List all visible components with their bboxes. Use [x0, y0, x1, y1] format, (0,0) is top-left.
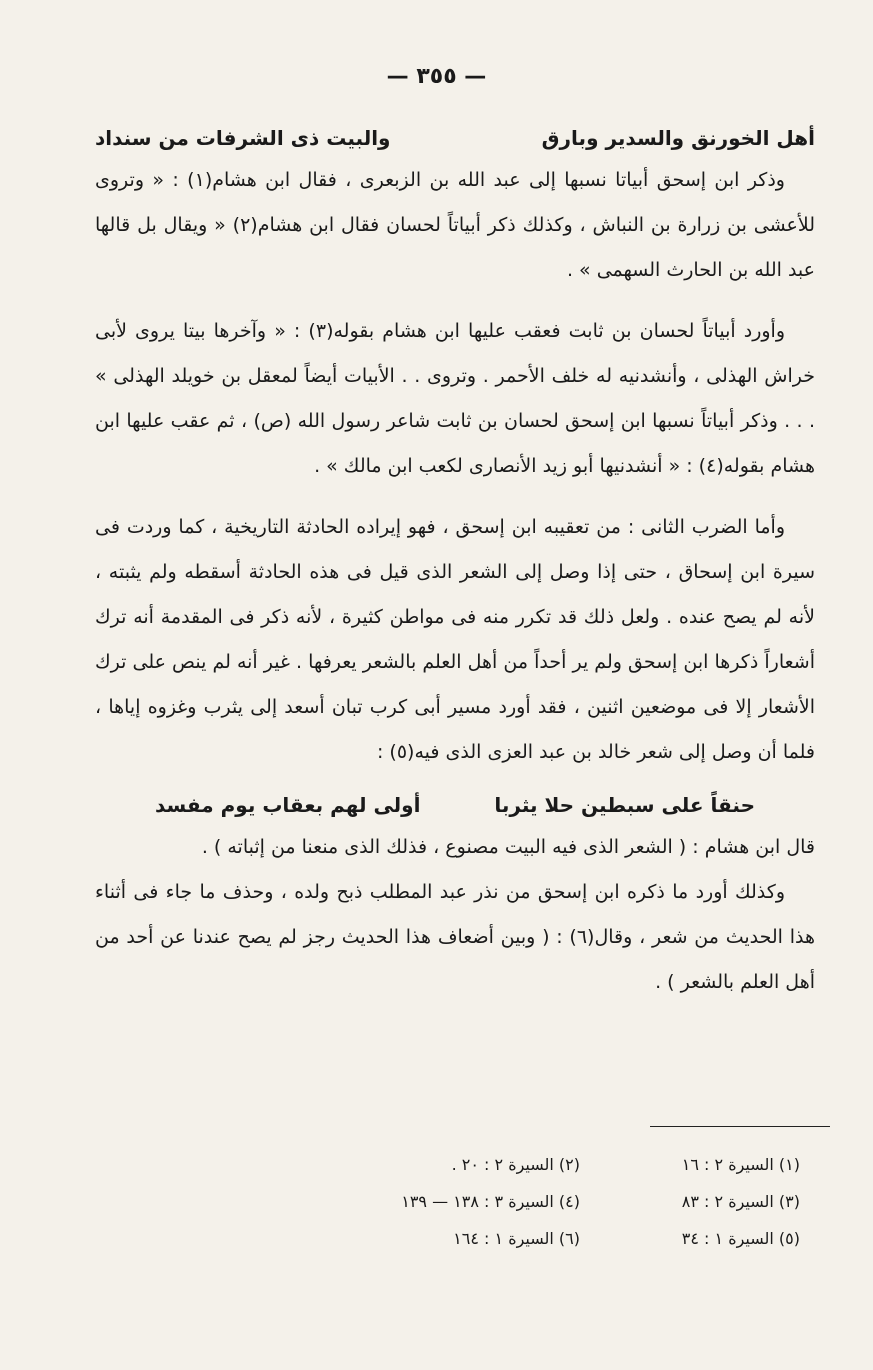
footnote-divider — [650, 1126, 830, 1127]
footnote-6: (٦) السيرة ١ : ١٦٤ — [453, 1229, 580, 1248]
verse-1 — [95, 118, 815, 158]
paragraph-5: وكذلك أورد ما ذكره ابن إسحق من نذر عبد المطلب ذبح ولده ، وحذف ما جاء فى أثناء هذا الحديث من شعر ، وقال(٦) : ( وبين أضعاف هذا الحديث رجز لم يصح عندنا عن أحد من أهل العلم بالشعر ) . — [95, 881, 815, 993]
verse-2-hemistich-1: حنقاً على سبطين حلا يثربا — [494, 793, 755, 817]
page-number: — ٣٥٥ — — [386, 64, 487, 89]
paragraph-1: وذكر ابن إسحق أبياتا نسبها إلى عبد الله بن الزبعرى ، فقال ابن هشام(١) : « وتروى للأعشى بن زرارة بن النباش ، وكذلك ذكر أبياتاً لحسان فقال ابن هشام(٢) « ويقال بل قالها عبد الله بن الحارث السهمى » . — [95, 169, 815, 281]
footnote-row — [200, 1183, 800, 1220]
footnote-4: (٤) السيرة ٣ : ١٣٨ — ١٣٩ — [401, 1192, 580, 1211]
verse-1-hemistich-1: أهل الخورنق والسدير وبارق — [541, 126, 815, 150]
paragraph-3: وأما الضرب الثانى : من تعقيبه ابن إسحق ، فهو إيراده الحادثة التاريخية ، كما وردت فى سيرة ابن إسحاق ، حتى إذا وصل إلى الشعر الذى قيل فى هذه الحادثة أسقطه ولم يثبته ، لأنه لم يصح عنده . ولعل ذلك قد تكرر منه فى مواطن كثيرة ، لأنه ذكر فى المقدمة أنه ترك أشعاراً ذكرها ابن إسحق ولم ير أحداً من أهل العلم بالشعر يعرفها . غير أنه لم ينص على ترك الأشعار إلا فى موضعين اثنين ، فقد أورد مسير أبى كرب تبان أسعد إلى يثرب وغزوه إياها ، فلما أن وصل إلى شعر خالد بن عبد العزى الذى فيه(٥) : — [95, 516, 815, 763]
footnote-3: (٣) السيرة ٢ : ٨٣ — [681, 1192, 800, 1211]
footnote-5: (٥) السيرة ١ : ٣٤ — [681, 1229, 800, 1248]
footnote-1: (١) السيرة ٢ : ١٦ — [681, 1155, 800, 1174]
verse-2 — [155, 785, 755, 825]
footnotes — [200, 1146, 800, 1257]
verse-2-hemistich-2: أولى لهم بعقاب يوم مفسد — [155, 793, 421, 817]
paragraph-4: قال ابن هشام : ( الشعر الذى فيه البيت مصنوع ، فذلك الذى منعنا من إثباته ) . — [201, 836, 815, 858]
footnote-row — [200, 1146, 800, 1183]
page-body — [95, 118, 815, 1005]
footnote-2: (٢) السيرة ٢ : ٢٠ . — [451, 1155, 580, 1174]
paragraph-2: وأورد أبياتاً لحسان بن ثابت فعقب عليها ابن هشام بقوله(٣) : « وآخرها بيتا يروى لأبى خراش الهذلى ، وأنشدنيه له خلف الأحمر . وتروى . . الأبيات أيضاً لمعقل بن خويلد الهذلى » . . . وذكر أبياتاً نسبها ابن إسحق لحسان بن ثابت شاعر رسول الله (ص) ، ثم عقب عليها ابن هشام بقوله(٤) : « أنشدنيها أبو زيد الأنصارى لكعب ابن مالك » . — [95, 320, 815, 477]
footnote-row — [200, 1220, 800, 1257]
verse-1-hemistich-2: والبيت ذى الشرفات من سنداد — [95, 126, 391, 150]
